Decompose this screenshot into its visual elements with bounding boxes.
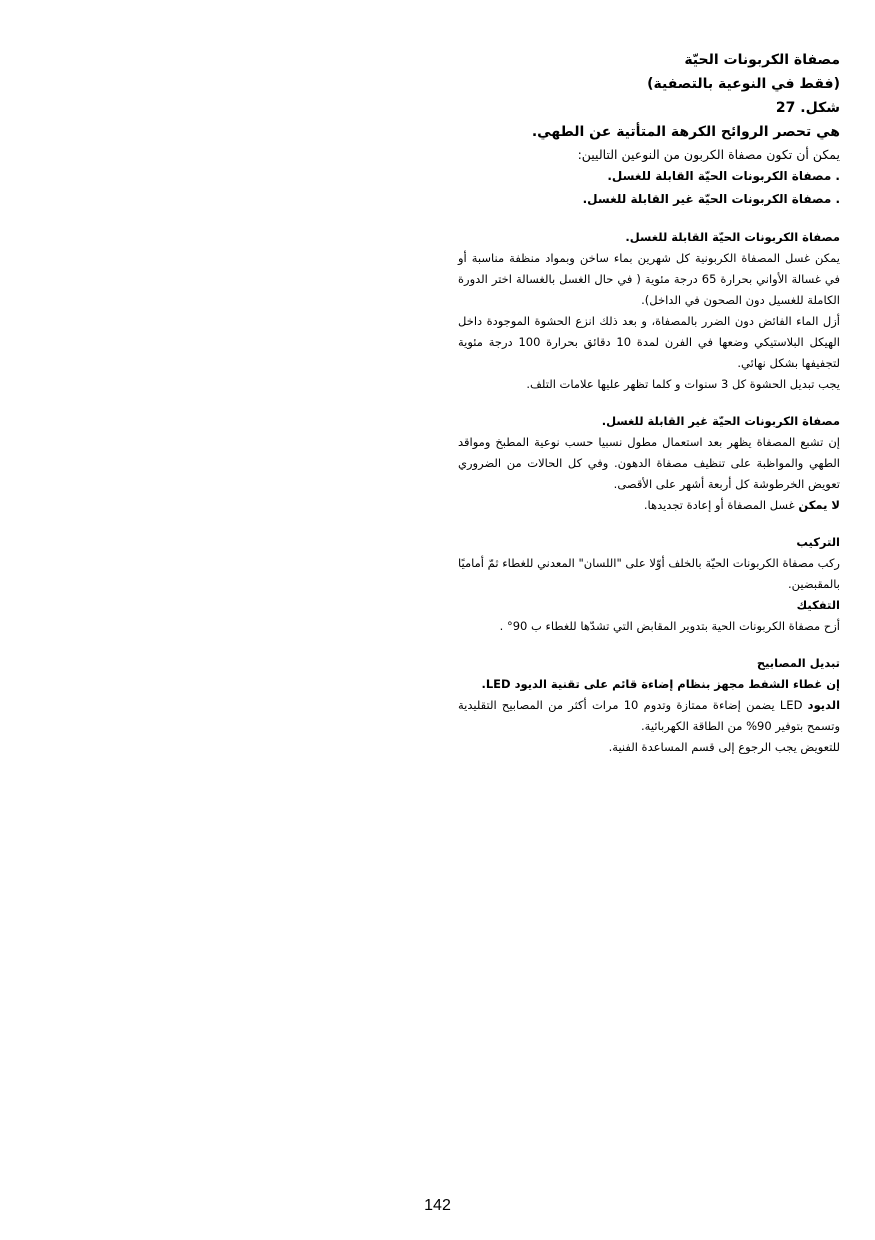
bullet-non-washable: . مصفاة الكربونات الحيّة غير القابلة للغسل. (582, 192, 840, 206)
lamps-heading: تبديل المصابيح (756, 656, 840, 670)
led-description: LED يضمن إضاءة ممتازة وتدوم 10 مرات أكثر من المصابيح التقليدية وتسمح بتوفير 90% من الطاقة الكهربائية. (458, 698, 840, 733)
washable-paragraph-1: يمكن غسل المصفاة الكربونية كل شهرين بماء ساخن وبمواد منظفة مناسبة أو في غسالة الأواني بحرارة 65 درجة مئوية ( في حال الغسل بالغسالة اختر الدورة الكاملة للغسيل دون الصحون في الداخل). (458, 251, 840, 307)
removal-paragraph: أزح مصفاة الكربونات الحية بتدوير المقابض التي تشدّها للغطاء ب 90° . (499, 619, 840, 633)
cannot-label: لا يمكن (798, 498, 840, 512)
installation-heading: التركيب (796, 535, 840, 549)
lamps-paragraph-2: للتعويض يجب الرجوع إلى قسم المساعدة الفنية. (608, 740, 840, 754)
page-number: 142 (424, 1197, 451, 1214)
washable-heading: مصفاة الكربونات الحيّة القابلة للغسل. (625, 230, 840, 244)
removal-heading: التفكيك (796, 598, 840, 612)
content-column (458, 48, 840, 758)
led-label: الديود (807, 698, 841, 712)
lamps-intro: إن غطاء الشفط مجهز بنظام إضاءة قائم على تقنية الديود LED. (481, 677, 840, 691)
intro-text: يمكن أن تكون مصفاة الكربون من النوعين التاليين: (577, 147, 840, 162)
non-washable-note: غسل المصفاة أو إعادة تجديدها. (643, 498, 799, 512)
figure-reference: شكل. 27 (775, 100, 840, 116)
section-summary: هي تحصر الروائح الكرهة المتأتية عن الطهي. (531, 124, 840, 140)
washable-paragraph-2: أزل الماء الفائض دون الضرر بالمصفاة، و بعد ذلك انزع الحشوة الموجودة داخل الهيكل البلاستيكي وضعها في الفرن لمدة 10 دقائق بحرارة 100 درجة مئوية لتجفيفها بشكل نهائي. (458, 314, 841, 370)
installation-paragraph: ركب مصفاة الكربونات الحيّة بالخلف أوّلا على "اللسان" المعدني للغطاء ثمّ أماميًا بالمقبضين. (458, 556, 840, 591)
bullet-washable: . مصفاة الكربونات الحيّة القابلة للغسل. (607, 169, 840, 183)
washable-paragraph-3: يجب تبديل الحشوة كل 3 سنوات و كلما تظهر عليها علامات التلف. (526, 377, 840, 391)
non-washable-heading: مصفاة الكربونات الحيّة غير القابلة للغسل. (601, 414, 840, 428)
lamps-paragraph-1 (458, 695, 840, 737)
section-subtitle: (فقط في النوعية بالتصفية) (647, 76, 840, 92)
non-washable-paragraph-2 (458, 495, 840, 516)
non-washable-paragraph-1: إن تشبع المصفاة يظهر بعد استعمال مطول نسبيا حسب نوعية المطبخ ومواقد الطهي والمواظبة على تنظيف مصفاة الدهون. وفي كل الحالات من الضروري تعويض الخرطوشة كل أربعة أشهر على الأقصى. (458, 435, 840, 491)
section-title: مصفاة الكربونات الحيّة (684, 52, 840, 68)
